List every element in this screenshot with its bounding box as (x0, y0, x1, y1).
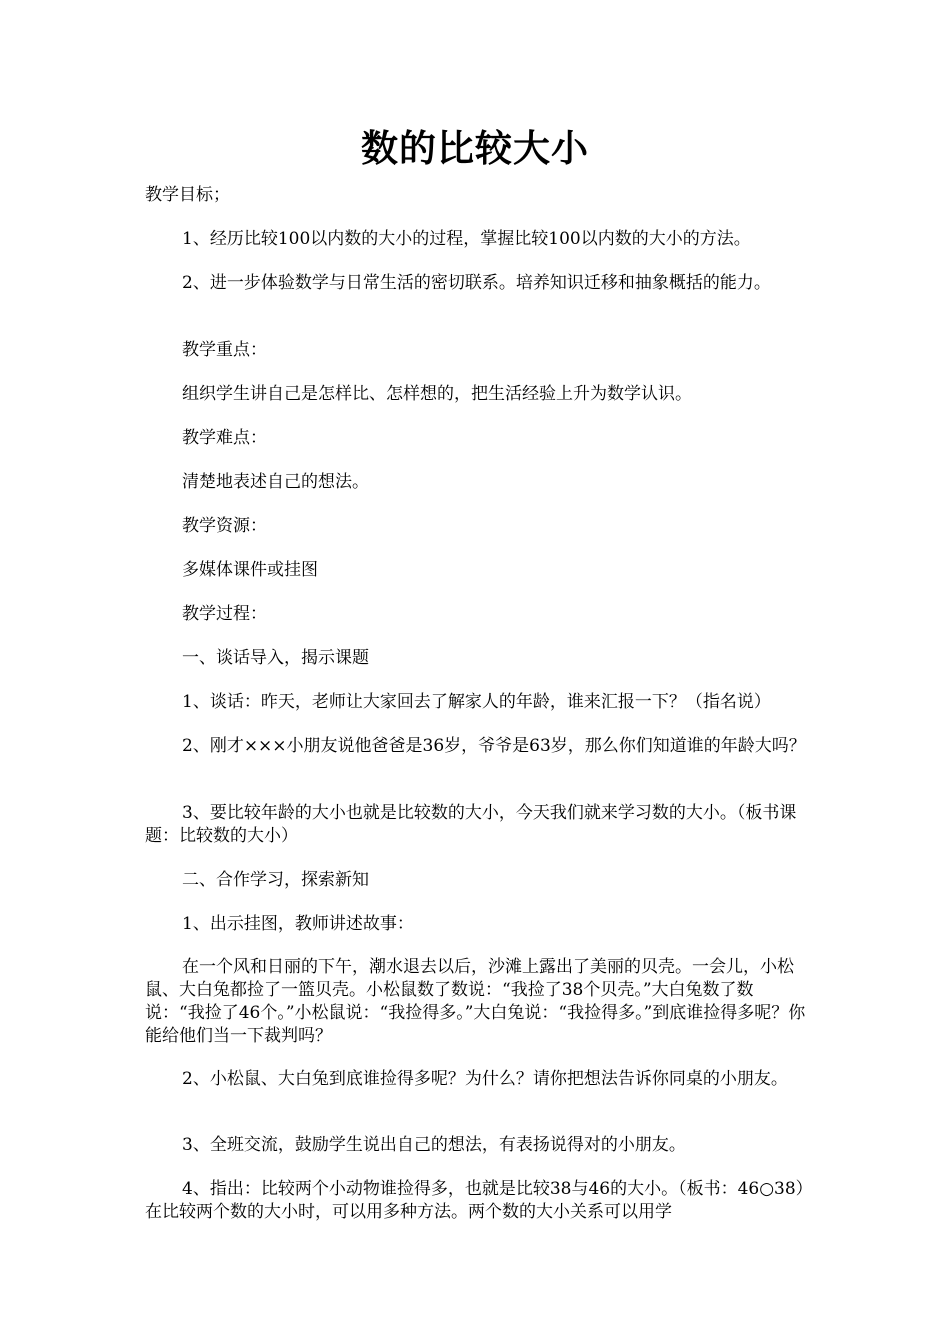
paragraph-key-points: 组织学生讲自己是怎样比、怎样想的，把生活经验上升为数学认识。 (182, 384, 692, 404)
paragraph-key-points-heading: 教学重点： (182, 340, 267, 360)
paragraph-difficulty: 清楚地表述自己的想法。 (182, 472, 369, 492)
paragraph-section-2-heading: 二、合作学习，探索新知 (182, 870, 369, 890)
paragraph-resources: 多媒体课件或挂图 (182, 560, 318, 580)
paragraph-step-1-2: 2、刚才×××小朋友说他爸爸是36岁，爷爷是63岁，那么你们知道谁的年龄大吗？ (182, 736, 806, 756)
paragraph-step-1-3: 3、要比较年龄的大小也就是比较数的大小，今天我们就来学习数的大小。（板书课题：比较数的大小） (145, 803, 797, 846)
paragraph-process-heading: 教学过程： (182, 604, 267, 624)
paragraph-step-2-4: 4、指出：比较两个小动物谁捡得多，也就是比较38与46的大小。（板书：46○38）在比较两个数的大小时，可以用多种方法。两个数的大小关系可以用学 (145, 1179, 805, 1222)
paragraph-difficulty-heading: 教学难点： (182, 428, 267, 448)
paragraph-resources-heading: 教学资源： (182, 516, 267, 536)
paragraph-objective-2: 2、进一步体验数学与日常生活的密切联系。培养知识迁移和抽象概括的能力。 (182, 273, 771, 293)
paragraph-step-2-1: 1、出示挂图，教师讲述故事： (182, 914, 414, 934)
paragraph-objectives-heading: 教学目标； (145, 185, 230, 205)
document-title: 数的比较大小 (361, 127, 589, 170)
paragraph-section-1-heading: 一、谈话导入，揭示课题 (182, 648, 369, 668)
paragraph-step-2-3: 3、全班交流，鼓励学生说出自己的想法，有表扬说得对的小朋友。 (182, 1135, 686, 1155)
paragraph-story: 在一个风和日丽的下午，潮水退去以后，沙滩上露出了美丽的贝壳。一会儿，小松鼠、大白兔都捡了一篮贝壳。小松鼠数了数说：“我捡了38个贝壳。”大白兔数了数说：“我捡了46个。”小松鼠说：“我捡得多。”大白兔说：“我捡得多。”到底谁捡得多呢？你能给他们当一下裁判吗？ (145, 957, 806, 1046)
paragraph-step-2-2: 2、小松鼠、大白兔到底谁捡得多呢？为什么？请你把想法告诉你同桌的小朋友。 (182, 1069, 788, 1089)
paragraph-step-1-1: 1、谈话：昨天，老师让大家回去了解家人的年龄，谁来汇报一下？（指名说） (182, 692, 771, 712)
paragraph-objective-1: 1、经历比较100以内数的大小的过程，掌握比较100以内数的大小的方法。 (182, 229, 751, 249)
